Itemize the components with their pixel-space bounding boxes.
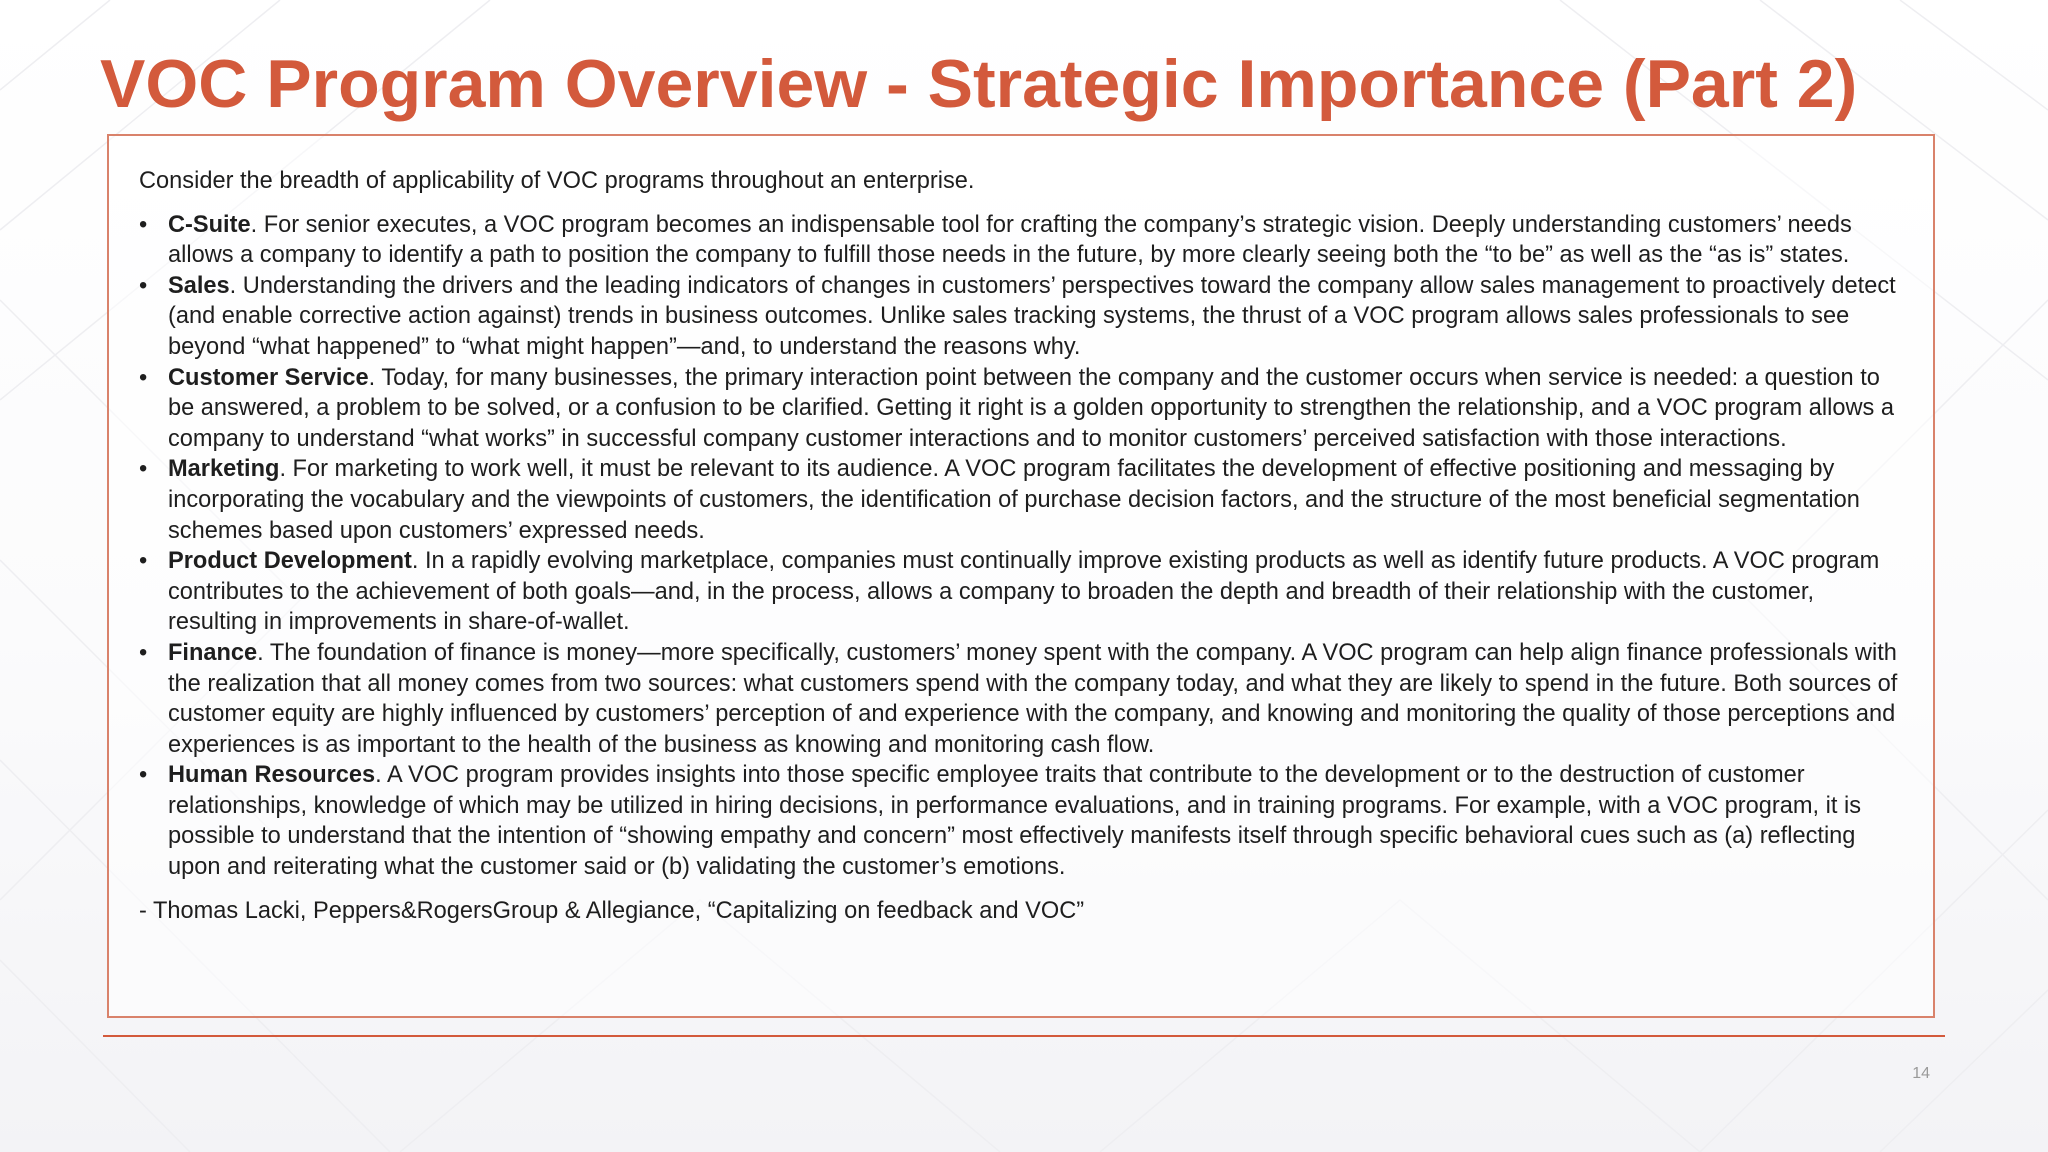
page-number: 14 — [1912, 1065, 1930, 1082]
footer-divider — [103, 1035, 1945, 1037]
bullet-icon: • — [139, 211, 148, 238]
bullet-icon: • — [139, 639, 148, 666]
bullet-heading: Finance — [168, 639, 258, 666]
bullet-text: . Today, for many businesses, the primary interaction point between the company and the customer occurs when service is needed: a question to be answered, a problem to be solved, or a confusion to be clarified. Getting it right is a golden opportunity to strengthen the relationship, and a VOC program allows a company to understand “what works” in successful company customer interactions and to monitor customers’ perceived satisfaction with those interactions. — [168, 364, 1894, 452]
bullet-heading: C-Suite — [168, 211, 251, 238]
bullet-text: . Understanding the drivers and the leading indicators of changes in customers’ perspectives toward the company allow sales management to proactively detect (and enable corrective action against) trends in business outcomes. Unlike sales tracking systems, the thrust of a VOC program allows sales professionals to see beyond “what happened” to “what might happen”—and, to understand the reasons why. — [168, 272, 1896, 360]
bullet-text: . The foundation of finance is money—more specifically, customers’ money spent with the company. A VOC program can help align finance professionals with the realization that all money comes from two sources: what customers spend with the company today, and what they are likely to spend in the future. Both sources of customer equity are highly influenced by customers’ perception of and experience with the company, and knowing and monitoring the quality of those perceptions and experiences is as important to the health of the business as knowing and monitoring cash flow. — [168, 639, 1898, 758]
bullet-icon: • — [139, 762, 148, 789]
bullet-item-marketing — [139, 454, 1903, 546]
bullet-heading: Human Resources — [168, 762, 376, 789]
bullet-text: . A VOC program provides insights into those specific employee traits that contribute to the development or to the destruction of customer relationships, knowledge of which may be utilized in hiring decisions, in performance evaluations, and in training programs. For example, with a VOC program, it is possible to understand that the intention of “showing empathy and concern” most effectively manifests itself through specific behavioral cues such as (a) reflecting upon and reiterating what the customer said or (b) validating the customer’s emotions. — [168, 762, 1862, 881]
slide-title: VOC Program Overview - Strategic Importance (Part 2) — [100, 46, 1858, 122]
bullet-text: . In a rapidly evolving marketplace, companies must continually improve existing products as well as identify future products. A VOC program contributes to the achievement of both goals—and, in the process, allows a company to broaden the depth and breadth of their relationship with the customer, resulting in improvements in share-of-wallet. — [168, 548, 1880, 636]
content-box — [107, 134, 1935, 1018]
bullet-item-c-suite — [139, 210, 1903, 271]
bullet-item-customer-service — [139, 363, 1903, 455]
bullet-heading: Marketing — [168, 456, 280, 483]
bullet-item-sales — [139, 271, 1903, 363]
bullet-item-finance — [139, 638, 1903, 760]
intro-text: Consider the breadth of applicability of VOC programs throughout an enterprise. — [139, 168, 975, 194]
bullet-icon: • — [139, 364, 148, 391]
bullet-text: . For marketing to work well, it must be relevant to its audience. A VOC program facilitates the development of effective positioning and messaging by incorporating the vocabulary and the viewpoints of customers, the identification of purchase decision factors, and the structure of the most beneficial segmentation schemes based upon customers’ expressed needs. — [168, 456, 1860, 544]
bullet-text: . For senior executes, a VOC program becomes an indispensable tool for crafting the company’s strategic vision. Deeply understanding customers’ needs allows a company to identify a path to position the company to fulfill those needs in the future, by more clearly seeing both the “to be” as well as the “as is” states. — [168, 211, 1852, 269]
bullet-list — [139, 210, 1903, 883]
bullet-heading: Sales — [168, 272, 230, 299]
bullet-item-product-development — [139, 546, 1903, 638]
bullet-icon: • — [139, 548, 148, 575]
bullet-icon: • — [139, 272, 148, 299]
bullet-icon: • — [139, 456, 148, 483]
bullet-heading: Customer Service — [168, 364, 369, 391]
bullet-heading: Product Development — [168, 548, 412, 575]
quote-attribution: - Thomas Lacki, Peppers&RogersGroup & Allegiance, “Capitalizing on feedback and VOC” — [139, 897, 1085, 924]
bullet-item-human-resources — [139, 760, 1903, 882]
